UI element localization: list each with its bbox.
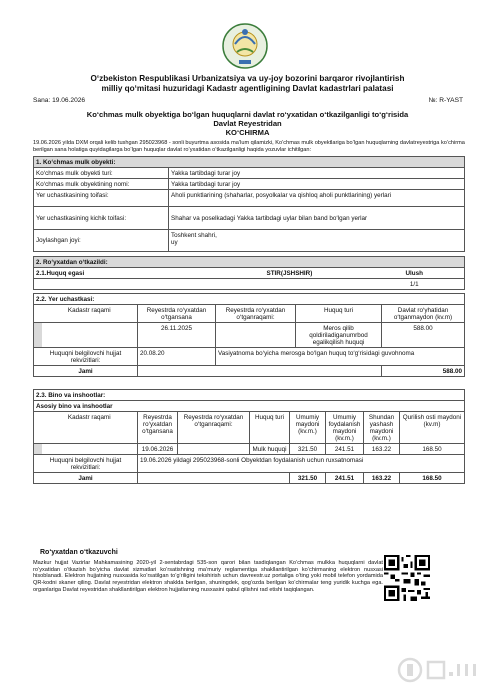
document-date: Sana: 19.06.2026 [33, 97, 86, 104]
row-label: Ko‘chmas mulk obyekti turi: [34, 168, 169, 179]
agency-title-line2: milliy qo‘mitasi huzuridagi Kadastr agentligining Davlat kadastrlari palatasi [101, 84, 394, 93]
doc-value: Vasiyatnoma bo‘yicha merosga bo‘lgan huquq to‘g‘risidagi guvohnoma [216, 348, 465, 366]
document-number: №: R-YAST [428, 97, 463, 104]
table-row [34, 279, 465, 290]
living-area: 163.22 [364, 444, 400, 455]
doc-label: Huquqni belgilovchi hujjat rekvizitlari: [34, 455, 138, 473]
col-header: Reyestrda ro‘yxatdan o‘tgansana [138, 412, 178, 444]
col-header: Huquq turi [296, 305, 382, 323]
section-property [33, 156, 465, 252]
section-registered [33, 256, 465, 290]
intro-paragraph: 19.06.2026 yilda DXM orqali kelib tushgan 295023968 - sonli buyurtma asosida ma’lum qilamizki, Ko‘chmas mulk obyektlariga bo‘lgan huquqlarning davlatreyestriga ko‘chirma berilgan sana holatiga quyidagilarga bo‘lgan huquqlar davlat ro‘yxatidan o‘tkazilganligi haqida yozuvlar ichitilgan: [33, 140, 465, 153]
total-label: Jami [34, 473, 138, 484]
agency-title [40, 74, 455, 94]
section-buildings [33, 389, 465, 484]
col-header: Shundan yashash maydoni (kv.m.) [364, 412, 400, 444]
document-title-line1: Ko‘chmas mulk obyektiga bo‘lgan huquqlarni davlat ro‘yxatidan o‘tkazilganligi to‘g‘risida [86, 110, 409, 119]
table-row [34, 230, 465, 252]
col-header: Umumiy foydalanish maydoni (kv.m.) [326, 412, 364, 444]
col-header: Reyestrda ro‘yxatdan o‘tganraqami: [178, 412, 250, 444]
row-value: Shahar va poselkadagi Yakka tartibdagi uylar bilan band bo‘lgan yerlar [169, 207, 465, 230]
section-title: 2.3. Bino va inshootlar: [34, 390, 465, 401]
table-row [34, 168, 465, 179]
address-line2: uy [171, 238, 178, 246]
row-value: Yakka tartibdagi turar joy [169, 168, 465, 179]
section-title: 2.2. Yer uchastkasi: [34, 294, 465, 305]
total-value: 321.50 [290, 473, 326, 484]
total-value: 588.00 [382, 366, 465, 377]
doc-value: 19.06.2026 yildagi 295023968-sonli Obyektdan foydalanish uchun ruxsatnomasi [138, 455, 465, 473]
total-value: 168.50 [400, 473, 465, 484]
col-header: Umumiy maydoni (kv.m.) [290, 412, 326, 444]
total-value: 241.51 [326, 473, 364, 484]
area-value: 588.00 [382, 323, 465, 348]
total-value: 163.22 [364, 473, 400, 484]
document-title [60, 111, 435, 137]
watermark-icon [395, 655, 485, 685]
qr-code-icon[interactable] [384, 555, 430, 601]
table-row [34, 444, 465, 455]
right-type: Meros qilib qoldiriladiganumrbod egalikqilish huquqi [296, 323, 382, 348]
registration-date: 19.06.2026 [138, 444, 178, 455]
row-label: Joylashgan joyi: [34, 230, 169, 252]
right-type: Mulk huquqi [250, 444, 290, 455]
row-value [169, 230, 465, 252]
doc-label: Huquqni belgilovchi hujjat rekvizitlari: [34, 348, 138, 366]
col-header: Davlat ro‘yhatidan o‘tganmaydon (kv.m) [382, 305, 465, 323]
table-row [34, 207, 465, 230]
section-title: 1. Ko‘chmas mulk obyekti: [34, 157, 465, 168]
section-land-plot [33, 293, 465, 377]
row-label: Yer uchastkasining toifasi: [34, 190, 169, 207]
stir-header: STIR(JSHSHIR) [265, 268, 365, 279]
row-value: Yakka tartibdagi turar joy [169, 179, 465, 190]
total-area: 321.50 [290, 444, 326, 455]
registrar-title: Ro‘yxatdan o‘tkazuvchi [40, 549, 118, 556]
col-header: Reyestrda ro‘yxatdan o‘tgansana [138, 305, 216, 323]
table-row [34, 190, 465, 207]
col-header: Reyestrda ro‘yxatdan o‘tganraqami: [216, 305, 296, 323]
table-row [34, 348, 465, 366]
document-title-line3: KO‘CHIRMA [225, 127, 270, 137]
row-value: Aholi punktlarining (shaharlar, posyolkalar va qishloq aholi punktlarining) yerlari [169, 190, 465, 207]
table-row [34, 473, 465, 484]
legal-notice: Mazkur hujjat Vazirlar Mahkamasining 2020-yil 2-sentabrdagi 535-son qarori bilan tasdiqlangan Ko‘chmas mulkka huquqlarni davlat ro‘yxatidan o‘tkazish bo‘yicha davlat xizmatlari ko‘rsatishning ma’muriy reglamentiga shakllantirilgan ko‘chirmaning elektron nusxasi hisoblanadi. Elektron hujjatning nusxasida ko‘rsatilgan to‘g‘riligini tekshirish uchun davreestr.uz portaliga o‘ting yoki mobil telefon yordamida QR-kodni skaner qiling. Davlat reyestridan elektron shaklda berilgan, shuningdek, qog‘ozda berilgan ko‘chirmalar teng yuridik kuchga ega. organlariga Davlat reyestridan shakllantirilgan elektron hujjatlarning nusxasini qabul qilishni rad etishi taqiqlangan. [33, 560, 383, 593]
state-emblem-icon [221, 22, 269, 70]
col-header: Qurilish osti maydoni (kv.m) [400, 412, 465, 444]
owner-header: 2.1.Huquq egasi [34, 268, 265, 279]
row-label: Yer uchastkasining kichik toifasi: [34, 207, 169, 230]
registration-date: 26.11.2025 [138, 323, 216, 348]
col-header: Kadastr raqami [42, 305, 138, 323]
address-line1: Toshkent shahri, [171, 231, 217, 239]
section-title: 2. Ro‘yxatdan o‘tkazildi: [34, 257, 465, 268]
table-row [34, 455, 465, 473]
table-row [34, 179, 465, 190]
usable-area: 241.51 [326, 444, 364, 455]
footprint-area: 168.50 [400, 444, 465, 455]
table-row [34, 323, 465, 348]
document-title-line2: Davlat Reyestridan [213, 118, 282, 128]
col-header: Huquq turi [250, 412, 290, 444]
total-label: Jami [34, 366, 138, 377]
share-header: Ulush [365, 268, 465, 279]
col-header: Kadastr raqami [42, 412, 138, 444]
table-row [34, 366, 465, 377]
share-value: 1/1 [365, 279, 465, 290]
agency-title-line1: O‘zbekiston Respublikasi Urbanizatsiya va uy-joy bozorini barqaror rivojlantirish [90, 74, 405, 83]
row-label: Ko‘chmas mulk obyektining nomi: [34, 179, 169, 190]
subsection-title: Asosiy bino va inshootlar [34, 401, 465, 412]
doc-date: 20.08.20 [138, 348, 216, 366]
